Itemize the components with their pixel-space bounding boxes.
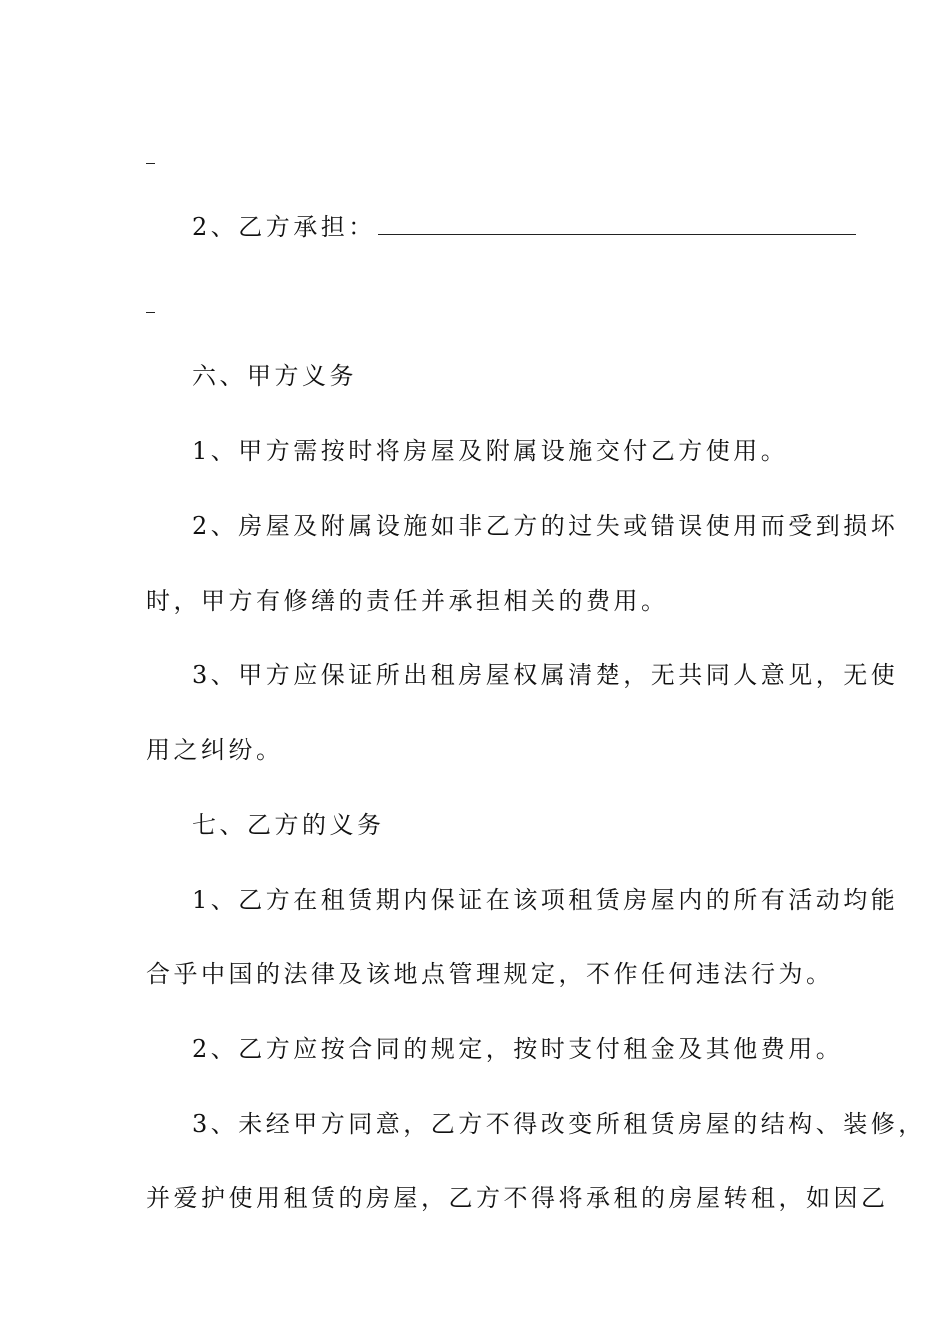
underline-continuation (146, 312, 155, 313)
section-heading-6: 六、甲方义务 (192, 362, 357, 390)
clause-6-1: 1、甲方需按时将房屋及附属设施交付乙方使用。 (192, 437, 789, 465)
clause-6-3-line-1: 3、甲方应保证所出租房屋权属清楚，无共同人意见，无使 (192, 661, 899, 689)
fill-in-blank (378, 212, 856, 235)
clause-7-1-line-1: 1、乙方在租赁期内保证在该项租赁房屋内的所有活动均能 (192, 886, 899, 914)
clause-6-2-line-1: 2、房屋及附属设施如非乙方的过失或错误使用而受到损坏 (192, 512, 899, 540)
clause-6-2-line-2: 时，甲方有修缮的责任并承担相关的费用。 (146, 587, 669, 615)
clause-6-3-line-2: 用之纠纷。 (146, 736, 284, 764)
clause-5-2 (192, 212, 856, 242)
clause-7-3-line-1: 3、未经甲方同意，乙方不得改变所租赁房屋的结构、装修， (192, 1110, 926, 1138)
underline-continuation (146, 163, 155, 164)
clause-text: 2、乙方承担： (192, 213, 376, 241)
clause-7-1-line-2: 合乎中国的法律及该地点管理规定，不作任何违法行为。 (146, 960, 834, 988)
section-heading-7: 七、乙方的义务 (192, 811, 385, 839)
clause-7-3-line-2: 并爱护使用租赁的房屋，乙方不得将承租的房屋转租，如因乙 (146, 1184, 889, 1212)
clause-7-2: 2、乙方应按合同的规定，按时支付租金及其他费用。 (192, 1035, 844, 1063)
